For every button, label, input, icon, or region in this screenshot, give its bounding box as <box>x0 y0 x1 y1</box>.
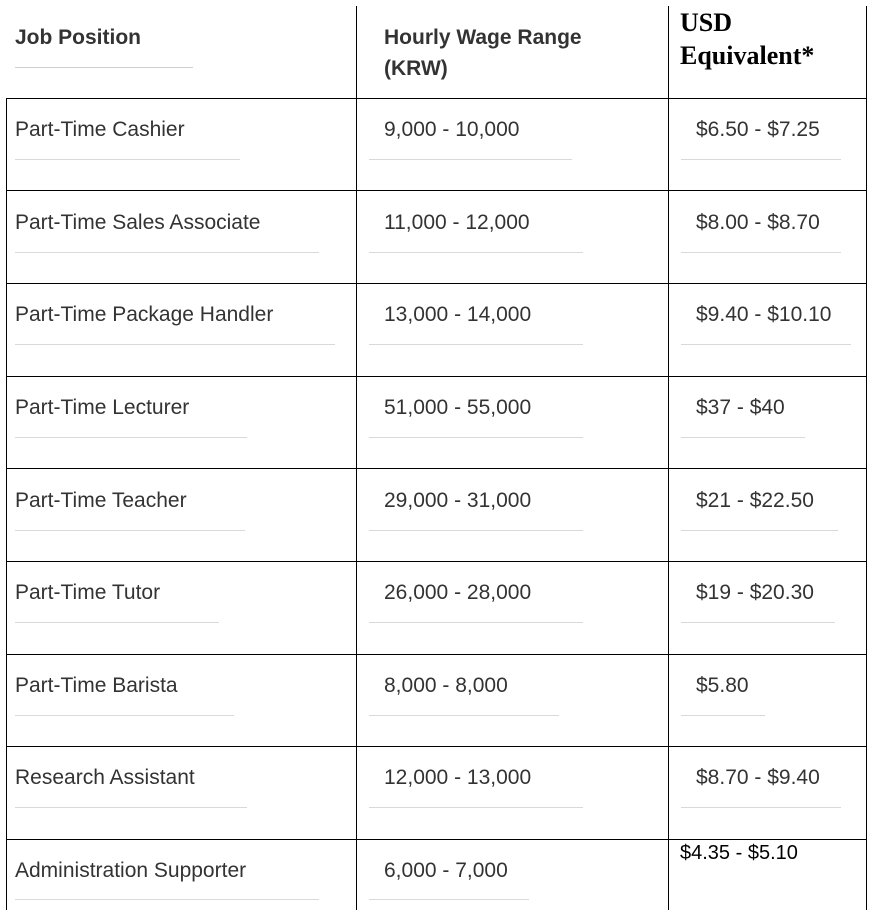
cell-position: Part-Time Lecturer <box>15 396 190 419</box>
grid-hline-4 <box>6 468 867 469</box>
header-usd-line1: USD <box>680 8 733 37</box>
cell-wage: 9,000 - 10,000 <box>384 118 520 141</box>
grid-hline-header <box>6 98 867 99</box>
header-job-position: Job Position <box>15 26 141 49</box>
grid-hline-2 <box>6 283 867 284</box>
cell-underline <box>369 159 572 160</box>
cell-underline <box>15 622 219 623</box>
cell-wage: 11,000 - 12,000 <box>384 211 530 234</box>
cell-underline <box>15 530 245 531</box>
cell-usd: $6.50 - $7.25 <box>696 118 820 141</box>
cell-usd: $8.70 - $9.40 <box>696 766 820 789</box>
cell-underline <box>15 715 234 716</box>
cell-wage: 12,000 - 13,000 <box>384 766 532 789</box>
cell-usd: $37 - $40 <box>696 396 785 419</box>
grid-vline-1 <box>356 6 357 910</box>
grid-hline-7 <box>6 746 867 747</box>
cell-underline <box>369 899 529 900</box>
cell-underline <box>681 159 841 160</box>
grid-hline-1 <box>6 190 867 191</box>
cell-wage: 29,000 - 31,000 <box>384 489 532 512</box>
cell-position: Part-Time Tutor <box>15 581 161 604</box>
cell-underline <box>369 715 559 716</box>
cell-wage: 13,000 - 14,000 <box>384 303 532 326</box>
cell-wage: 26,000 - 28,000 <box>384 581 532 604</box>
cell-wage: 6,000 - 7,000 <box>384 859 508 882</box>
cell-underline <box>15 899 319 900</box>
grid-vline-left <box>6 98 7 910</box>
cell-underline <box>681 437 805 438</box>
cell-position: Part-Time Cashier <box>15 118 185 141</box>
cell-underline <box>681 807 841 808</box>
cell-usd: $5.80 <box>696 674 749 697</box>
cell-underline <box>681 530 838 531</box>
cell-wage: 51,000 - 55,000 <box>384 396 532 419</box>
grid-hline-8 <box>6 839 867 840</box>
cell-underline <box>681 252 841 253</box>
cell-usd: $8.00 - $8.70 <box>696 211 820 234</box>
cell-position: Part-Time Teacher <box>15 489 187 512</box>
cell-usd: $9.40 - $10.10 <box>696 303 832 326</box>
cell-underline <box>15 807 247 808</box>
cell-underline <box>15 344 335 345</box>
cell-underline <box>369 437 583 438</box>
cell-underline <box>369 622 583 623</box>
header-usd-equivalent <box>680 6 814 72</box>
header-hourly-wage-line2: (KRW) <box>384 57 448 80</box>
cell-underline <box>369 252 583 253</box>
cell-underline <box>681 715 765 716</box>
cell-position: Administration Supporter <box>15 859 247 882</box>
cell-underline <box>15 252 319 253</box>
cell-usd: $21 - $22.50 <box>696 489 814 512</box>
cell-usd: $19 - $20.30 <box>696 581 814 604</box>
grid-hline-3 <box>6 376 867 377</box>
grid-hline-6 <box>6 654 867 655</box>
cell-underline <box>369 530 583 531</box>
cell-underline <box>369 344 583 345</box>
grid-vline-2 <box>668 6 669 910</box>
cell-underline <box>681 344 851 345</box>
header-underline <box>15 67 193 68</box>
cell-underline <box>15 159 240 160</box>
cell-position: Part-Time Barista <box>15 674 178 697</box>
grid-hline-5 <box>6 561 867 562</box>
cell-underline <box>15 437 247 438</box>
cell-position: Part-Time Package Handler <box>15 303 274 326</box>
cell-underline <box>369 807 583 808</box>
cell-wage: 8,000 - 8,000 <box>384 674 508 697</box>
grid-vline-right <box>866 6 867 910</box>
cell-usd: $4.35 - $5.10 <box>680 842 798 864</box>
cell-position: Research Assistant <box>15 766 195 789</box>
cell-position: Part-Time Sales Associate <box>15 211 261 234</box>
header-hourly-wage <box>384 22 582 84</box>
cell-underline <box>681 622 835 623</box>
header-usd-line2: Equivalent* <box>680 41 815 70</box>
header-hourly-wage-line1: Hourly Wage Range <box>384 26 582 49</box>
